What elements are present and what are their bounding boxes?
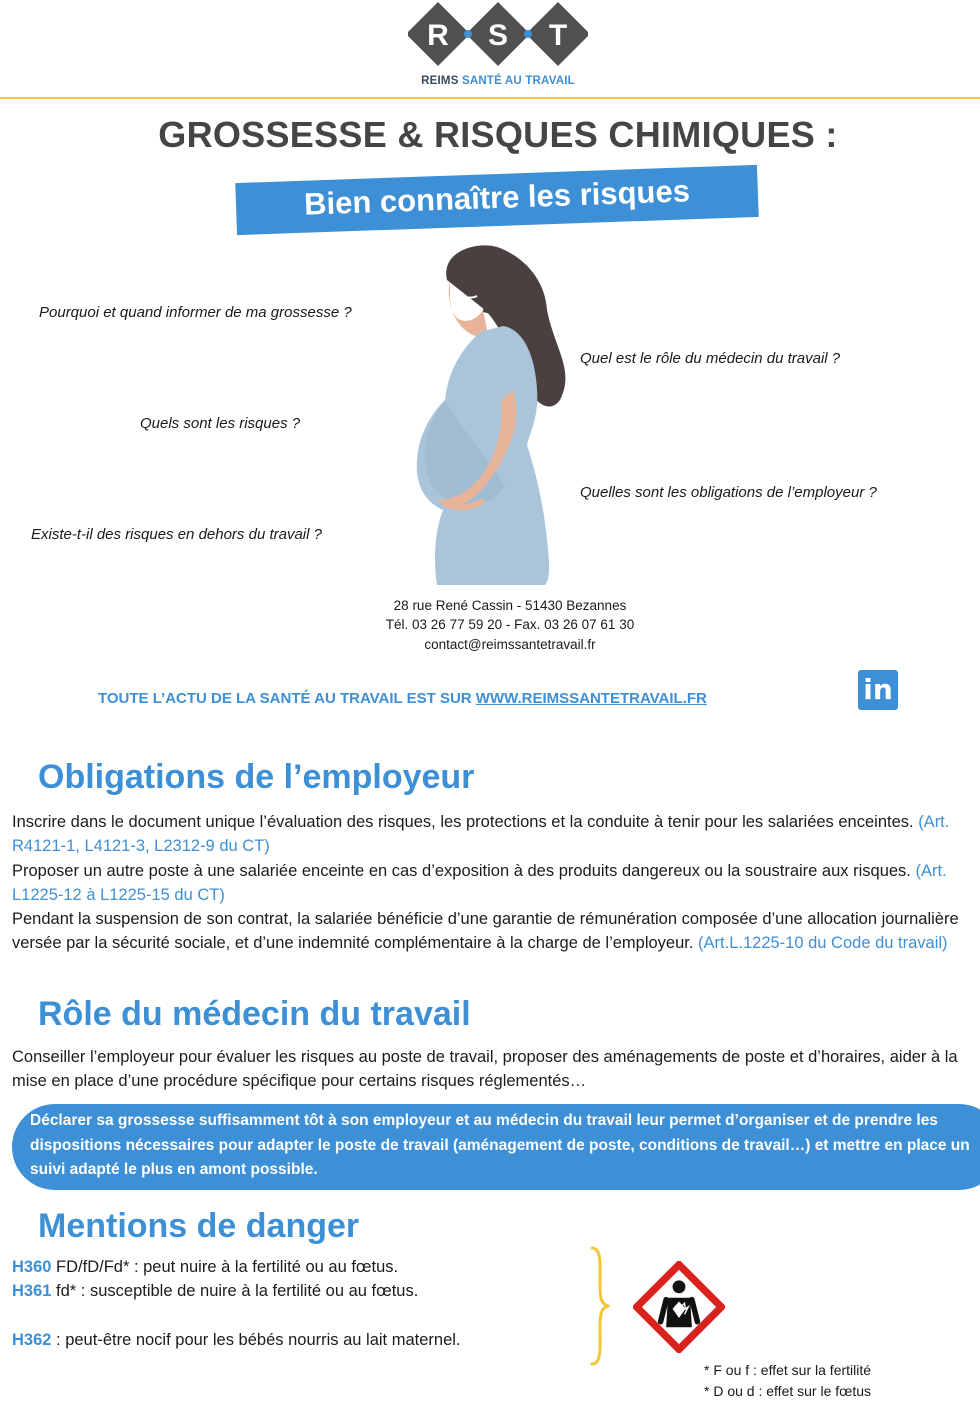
footnote-fertility: * F ou f : effet sur la fertilité — [704, 1362, 872, 1378]
actu-banner — [98, 690, 707, 707]
question-pourquoi-quand: Pourquoi et quand informer de ma grossesse ? — [39, 304, 352, 321]
logo-caption — [380, 75, 616, 87]
page-title: GROSSESSE & RISQUES CHIMIQUES : — [158, 114, 838, 155]
question-obligations: Quelles sont les obligations de l’employeur ? — [580, 484, 877, 501]
legal-reference: (Art. R4121-1, L4121-3, L2312-9 du CT) — [12, 813, 950, 856]
hazard-statement-h362: H362 : peut-être nocif pour les bébés nourris au lait maternel. — [12, 1331, 461, 1349]
contact-address: 28 rue René Cassin - 51430 Bezannes — [393, 598, 627, 613]
heading-role-medecin: Rôle du médecin du travail — [38, 995, 471, 1033]
contact-email[interactable]: contact@reimssantetravail.fr — [424, 637, 596, 652]
brace-decoration — [588, 1246, 610, 1366]
hazard-statement-h361: H361 fd* : susceptible de nuire à la fertilité ou au fœtus. — [12, 1282, 419, 1300]
employer-paragraph-2: Proposer un autre poste à une salariée enceinte en cas d’exposition à des produits dangereux ou la soustraire aux risques. (Art. L1225-12 à L1225-15 du CT) — [12, 861, 947, 904]
actu-text: TOUTE L’ACTU DE LA SANTÉ AU TRAVAIL EST SUR — [98, 690, 476, 707]
heading-obligations: Obligations de l’employeur — [38, 758, 475, 796]
rst-logo — [408, 2, 588, 66]
logo-letter-t: T — [548, 19, 568, 52]
question-hors-travail: Existe-t-il des risques en dehors du travail ? — [31, 526, 322, 543]
doctor-role-text: Conseiller l’employeur pour évaluer les risques au poste de travail, proposer des aménagements de poste et d’horaires, aider à la mise en place d’une procédure spécifique pour certains risques réglementés… — [12, 1048, 958, 1091]
linkedin-icon[interactable]: in — [858, 670, 898, 710]
hazard-statement-h360: H360 FD/fD/Fd* : peut nuire à la fertilité ou au fœtus. — [12, 1258, 399, 1276]
heading-mentions-danger: Mentions de danger — [38, 1207, 360, 1245]
website-link[interactable]: WWW.REIMSSANTETRAVAIL.FR — [475, 690, 707, 707]
contact-phone: Tél. 03 26 77 59 20 - Fax. 03 26 07 61 30 — [385, 617, 635, 632]
employer-paragraph-3: Pendant la suspension de son contrat, la salariée bénéficie d’une garantie de rémunération composée d’une allocation journalière versée par la sécurité sociale, et d’une indemnité complémentaire à la charge de l’employeur. (Art.L.1225-10 du Code du travail) — [12, 910, 959, 953]
logo-caption-part2: SANTÉ AU TRAVAIL — [461, 75, 575, 87]
header-divider — [0, 97, 980, 99]
subtitle: Bien connaître les risques — [303, 173, 691, 222]
ghs08-health-hazard-icon — [633, 1261, 725, 1353]
hazard-code: H360 — [12, 1258, 52, 1276]
logo-letter-s: S — [487, 19, 509, 52]
legal-reference: (Art.L.1225-10 du Code du travail) — [698, 934, 948, 953]
logo-caption-part1: REIMS — [421, 75, 459, 87]
employer-paragraph-1: Inscrire dans le document unique l’évaluation des risques, les protections et la conduite à tenir pour les salariées enceintes. (Art. R4121-1, L4121-3, L2312-9 du CT) — [12, 813, 950, 856]
question-risques: Quels sont les risques ? — [140, 415, 301, 432]
legal-reference: (Art. L1225-12 à L1225-15 du CT) — [12, 861, 947, 904]
hazard-code: H361 — [12, 1282, 52, 1300]
pregnant-woman-illustration — [395, 240, 595, 590]
callout-text: Déclarer sa grossesse suffisamment tôt à son employeur et au médecin du travail leur permet d’organiser et de prendre les dispositions nécessaires pour adapter le poste de travail (aménagement de poste, conditions de travail…) et mettre en place un suivi adapté le plus en amont possible. — [30, 1112, 970, 1178]
footnote-foetus: * D ou d : effet sur le fœtus — [704, 1383, 872, 1399]
employer-obligations-text — [12, 810, 978, 956]
hazard-code: H362 — [12, 1331, 52, 1349]
logo-letter-r: R — [427, 19, 449, 52]
question-role-medecin: Quel est le rôle du médecin du travail ? — [580, 350, 841, 367]
